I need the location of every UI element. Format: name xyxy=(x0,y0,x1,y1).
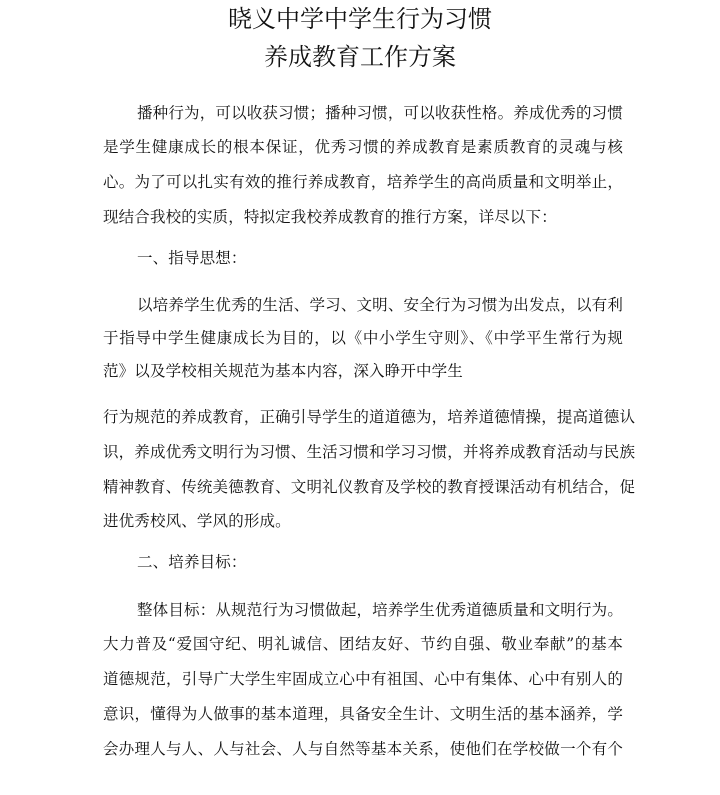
section1-para-b-line-2: 识，养成优秀文明行为习惯、生活习惯和学习习惯，并将养成教育活动与民族 xyxy=(103,443,636,461)
section2-para-line-2: 大力普及“爱国守纪、明礼诚信、团结友好、节约自强、敬业奉献”的基本 xyxy=(103,635,623,653)
intro-line-1: 播种行为，可以收获习惯；播种习惯，可以收获性格。养成优秀的习惯 xyxy=(137,104,623,122)
intro-line-2: 是学生健康成长的根本保证，优秀习惯的养成教育是素质教育的灵魂与核 xyxy=(103,138,623,156)
document-title-line-1: 晓义中学中学生行为习惯 xyxy=(228,5,492,33)
section1-para-a-line-1: 以培养学生优秀的生活、学习、文明、安全行为习惯为出发点，以有利 xyxy=(137,296,623,314)
section2-para-line-5: 会办理人与人、人与社会、人与自然等基本关系，使他们在学校做一个有个 xyxy=(103,740,623,758)
section-heading-training-goals: 二、培养目标： xyxy=(137,553,247,571)
section1-para-b-line-3: 精神教育、传统美德教育、文明礼仪教育及学校的教育授课活动有机结合，促 xyxy=(103,478,636,496)
section2-para-line-1: 整体目标：从规范行为习惯做起，培养学生优秀道德质量和文明行为。 xyxy=(137,601,623,619)
section2-para-line-4: 意识，懂得为人做事的基本道理，具备安全生计、文明生活的基本涵养，学 xyxy=(103,705,623,723)
intro-line-3: 心。为了可以扎实有效的推行养成教育，培养学生的高尚质量和文明举止， xyxy=(103,173,623,191)
document-title-line-2: 养成教育工作方案 xyxy=(264,43,456,71)
section1-para-a-line-3: 范》以及学校相关规范为基本内容，深入睁开中学生 xyxy=(103,362,463,380)
intro-line-4: 现结合我校的实质，特拟定我校养成教育的推行方案，详尽以下： xyxy=(103,208,557,226)
section1-para-b-line-1: 行为规范的养成教育，正确引导学生的道道德为，培养道德情操，提高道德认 xyxy=(103,408,636,426)
section2-para-line-3: 道德规范，引导广大学生牢固成立心中有祖国、心中有集体、心中有别人的 xyxy=(103,670,623,688)
section-heading-guiding-ideology: 一、指导思想： xyxy=(137,249,247,267)
section1-para-b-line-4: 进优秀校风、学风的形成。 xyxy=(103,512,291,530)
section1-para-a-line-2: 于指导中学生健康成长为目的，以《中小学生守则》、《中学平生常行为规 xyxy=(103,329,623,347)
